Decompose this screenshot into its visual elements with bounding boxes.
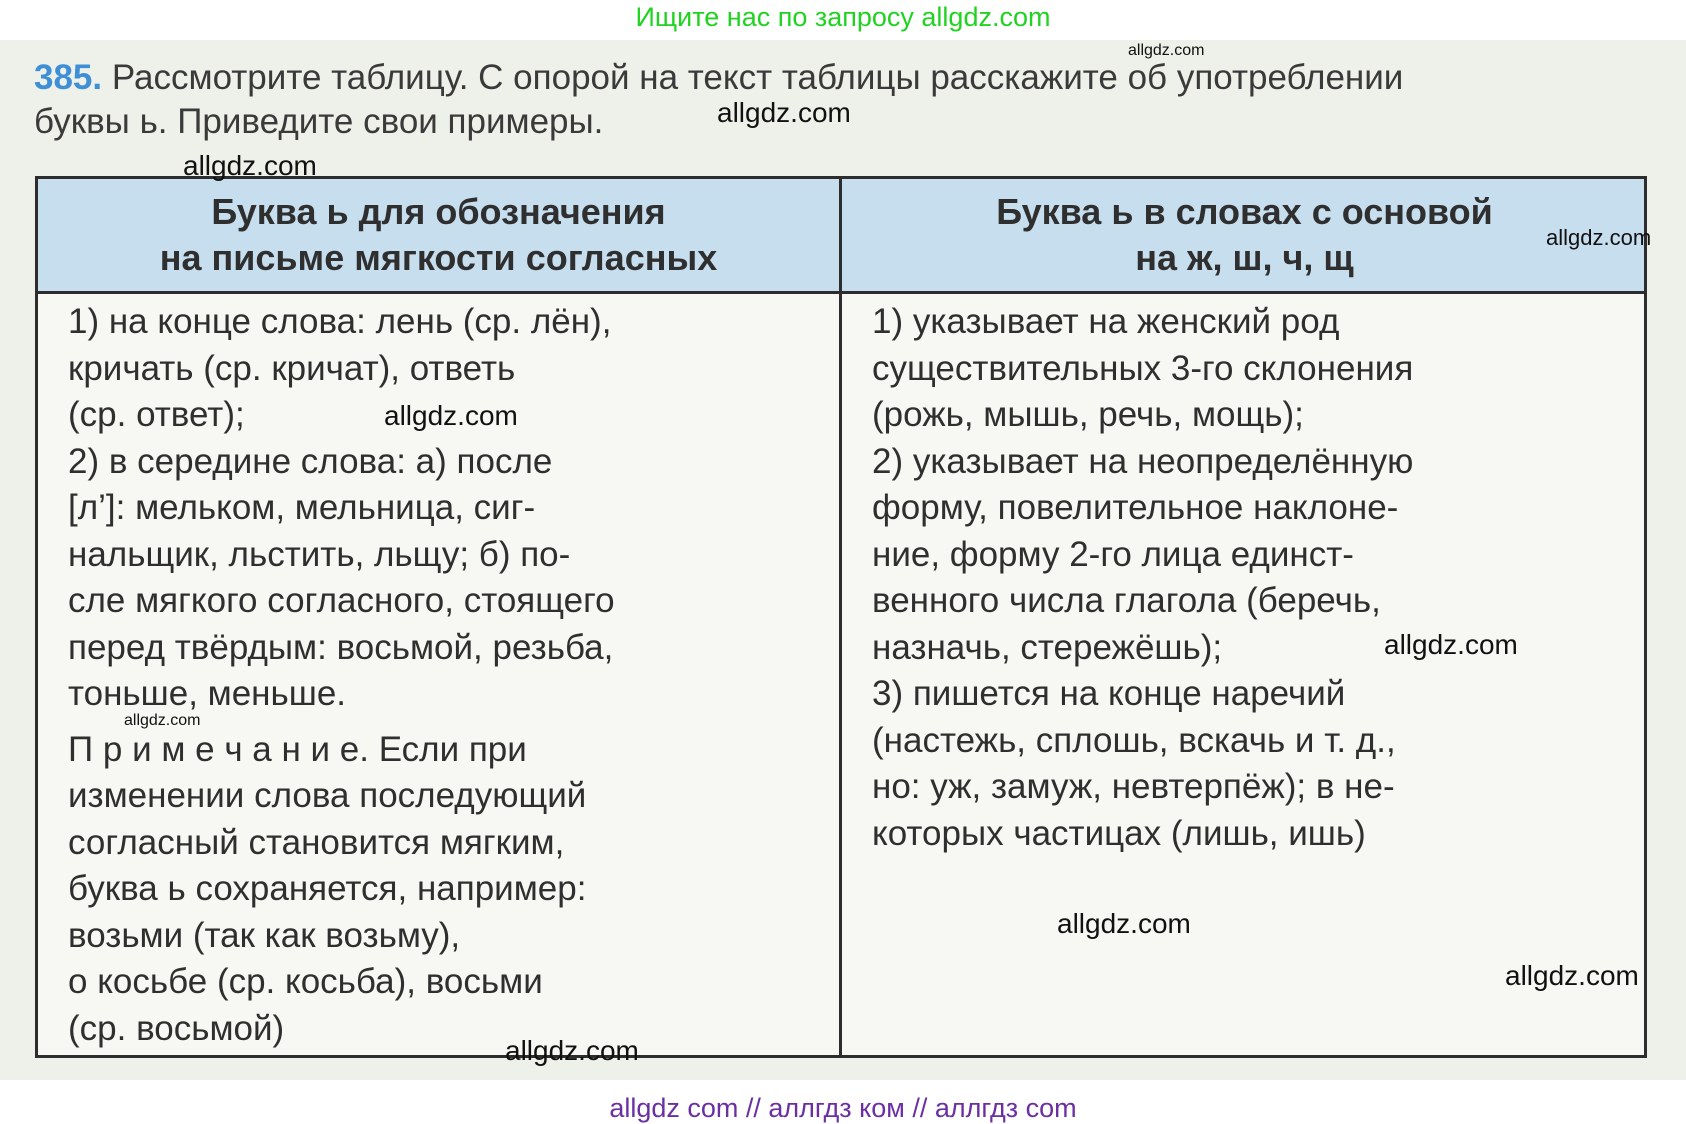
watermark: allgdz.com [124, 712, 201, 729]
left-line: 2) в середине слова: а) после [68, 441, 553, 481]
soft-sign-table [35, 176, 1647, 1058]
header-right [842, 189, 1647, 281]
left-line: перед твёрдым: восьмой, резьба, [68, 627, 614, 667]
column-divider [839, 179, 842, 1055]
watermark: allgdz.com [183, 150, 317, 181]
note-line: согласный становится мягким, [68, 822, 565, 862]
note-line: (ср. восьмой) [68, 1008, 285, 1048]
header-left [38, 189, 839, 281]
right-column [872, 299, 1642, 857]
header-left-line: Буква ь для обозначения [211, 191, 666, 232]
left-line: сле мягкого согласного, стоящего [68, 581, 615, 620]
left-line: [л’]: мельком, мельница, сиг- [68, 488, 536, 527]
right-line: ние, форму 2-го лица единст- [872, 534, 1354, 574]
exercise-number: 385. [34, 58, 103, 97]
right-line: назначь, стережёшь); [872, 627, 1223, 667]
right-line: 3) пишется на конце наречий [872, 674, 1346, 713]
right-line: которых частицах (лишь, ишь) [872, 813, 1366, 853]
header-right-line: Буква ь в словах с основой [996, 191, 1493, 232]
header-left-line: на письме мягкости согласных [159, 237, 718, 278]
exercise-text-line-2: буквы ь. Приведите свои примеры. [34, 102, 604, 141]
watermark: allgdz.com [1546, 225, 1652, 250]
right-line: форму, повелительное наклоне- [872, 488, 1399, 527]
note-line: возьми (так как возьму), [68, 915, 461, 955]
watermark: allgdz.com [1384, 629, 1518, 660]
watermark: allgdz.com [1505, 960, 1639, 991]
watermark: allgdz.com [505, 1035, 639, 1066]
left-line: кричать (ср. кричат), ответь [68, 348, 516, 388]
right-line: (настежь, сплошь, вскачь и т. д., [872, 720, 1396, 760]
note-line: изменении слова последующий [68, 776, 587, 815]
watermark: allgdz.com [384, 400, 518, 431]
bottom-banner: allgdz com // аллгдз ком // аллгдз com [609, 1093, 1077, 1123]
note-line: о косьбе (ср. косьба), восьми [68, 962, 543, 1001]
right-line: но: уж, замуж, невтерпёж); в не- [872, 767, 1395, 806]
right-line: 1) указывает на женский род [872, 302, 1340, 341]
right-line: (рожь, мышь, речь, мощь); [872, 395, 1304, 434]
note-line: буква ь сохраняется, например: [68, 869, 587, 908]
header-right-line: на ж, ш, ч, щ [1135, 237, 1354, 278]
watermark: allgdz.com [1057, 908, 1191, 939]
left-line: (ср. ответ); [68, 395, 245, 434]
right-line: 2) указывает на неопределённую [872, 441, 1414, 481]
right-line: существительных 3-го склонения [872, 348, 1414, 388]
left-line: тоньше, меньше. [68, 674, 347, 713]
left-line: 1) на конце слова: лень (ср. лён), [68, 302, 612, 341]
note-line: П р и м е ч а н и е. Если при [68, 729, 527, 769]
watermark: allgdz.com [1128, 42, 1205, 59]
top-banner: Ищите нас по запросу allgdz.com [635, 2, 1051, 32]
watermark: allgdz.com [717, 97, 851, 128]
right-line: венного числа глагола (беречь, [872, 581, 1381, 620]
exercise-text-line-1: Рассмотрите таблицу. С опорой на текст таблицы расскажите об употреблении [111, 58, 1404, 97]
left-line: нальщик, льстить, льщу; б) по- [68, 534, 571, 574]
